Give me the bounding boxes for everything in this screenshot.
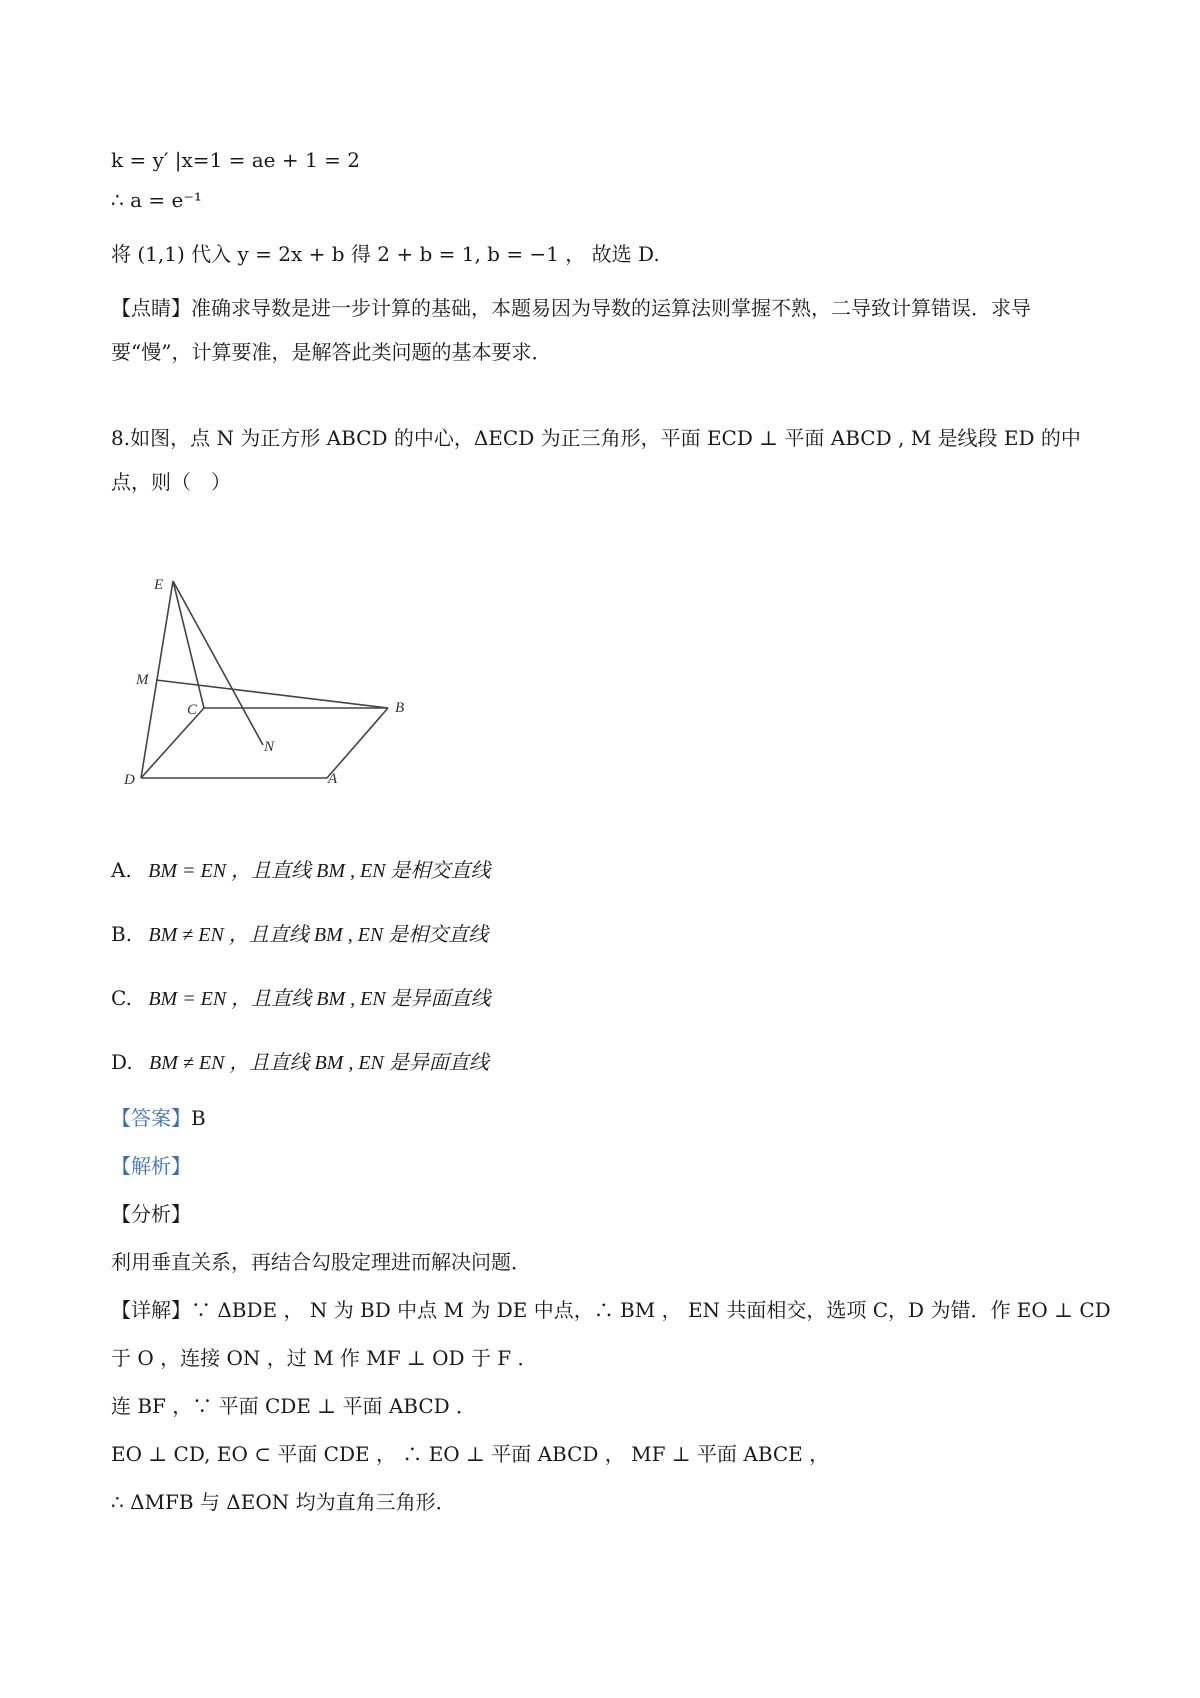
option-c[interactable] xyxy=(111,986,491,1011)
option-c-text: BM = EN ，且直线 BM , EN 是异面直线 xyxy=(148,988,491,1010)
answer-line xyxy=(111,1106,206,1130)
option-d-letter: D. xyxy=(111,1050,133,1074)
detail-line-5: ∴ ΔMFB 与 ΔEON 均为直角三角形． xyxy=(111,1490,456,1514)
option-a-letter: A. xyxy=(111,858,132,882)
fenxi-label: 【分析】 xyxy=(111,1202,191,1226)
derivation-line-2: ∴ a = e⁻¹ xyxy=(111,188,202,212)
geometry-figure xyxy=(124,575,450,815)
label-A: A xyxy=(328,771,338,787)
option-c-letter: C. xyxy=(111,986,132,1010)
analysis-label: 【解析】 xyxy=(111,1154,191,1178)
option-a[interactable] xyxy=(111,858,491,883)
label-M: M xyxy=(136,672,149,688)
option-a-text: BM = EN ，且直线 BM , EN 是相交直线 xyxy=(148,860,491,882)
option-d[interactable] xyxy=(111,1050,489,1075)
detail-line-2: 于 O ，连接 ON ，过 M 作 MF ⊥ OD 于 F ． xyxy=(111,1346,538,1370)
remark-line-2: 要“慢”，计算要准，是解答此类问题的基本要求． xyxy=(111,340,552,364)
option-b-letter: B. xyxy=(111,922,133,946)
label-E: E xyxy=(154,577,164,593)
question-line-2: 点，则（ ） xyxy=(111,470,231,494)
fenxi-text: 利用垂直关系，再结合勾股定理进而解决问题． xyxy=(111,1250,531,1274)
detail-line-3: 连 BF ，∵ 平面 CDE ⊥ 平面 ABCD ． xyxy=(111,1394,477,1418)
label-N: N xyxy=(264,739,275,755)
detail-line-4: EO ⊥ CD, EO ⊂ 平面 CDE ， ∴ EO ⊥ 平面 ABCD ， MF ⊥ 平面 ABCE ， xyxy=(111,1442,830,1466)
answer-value: B xyxy=(191,1106,206,1130)
remark-line-1: 【点睛】准确求导数是进一步计算的基础，本题易因为导数的运算法则掌握不熟，二导致计算错误．求导 xyxy=(111,296,1031,320)
label-C: C xyxy=(187,702,198,718)
option-d-text: BM ≠ EN ，且直线 BM , EN 是异面直线 xyxy=(149,1052,489,1074)
option-b[interactable] xyxy=(111,922,488,947)
question-line-1: 8.如图，点 N 为正方形 ABCD 的中心，ΔECD 为正三角形，平面 ECD ⊥ 平面 ABCD , M 是线段 ED 的中 xyxy=(111,426,1081,450)
derivation-line-1: k = y′ |x=1 = ae + 1 = 2 xyxy=(111,148,360,172)
derivation-line-3: 将 (1,1) 代入 y = 2x + b 得 2 + b = 1, b = −1 ， 故选 D. xyxy=(111,242,660,266)
option-b-text: BM ≠ EN ，且直线 BM , EN 是相交直线 xyxy=(148,924,489,946)
detail-line-1: 【详解】∵ ΔBDE ， N 为 BD 中点 M 为 DE 中点，∴ BM ， EN 共面相交，选项 C，D 为错．作 EO ⊥ CD xyxy=(111,1298,1111,1322)
answer-label: 【答案】 xyxy=(111,1106,191,1130)
label-B: B xyxy=(395,700,405,716)
label-D: D xyxy=(124,772,135,788)
